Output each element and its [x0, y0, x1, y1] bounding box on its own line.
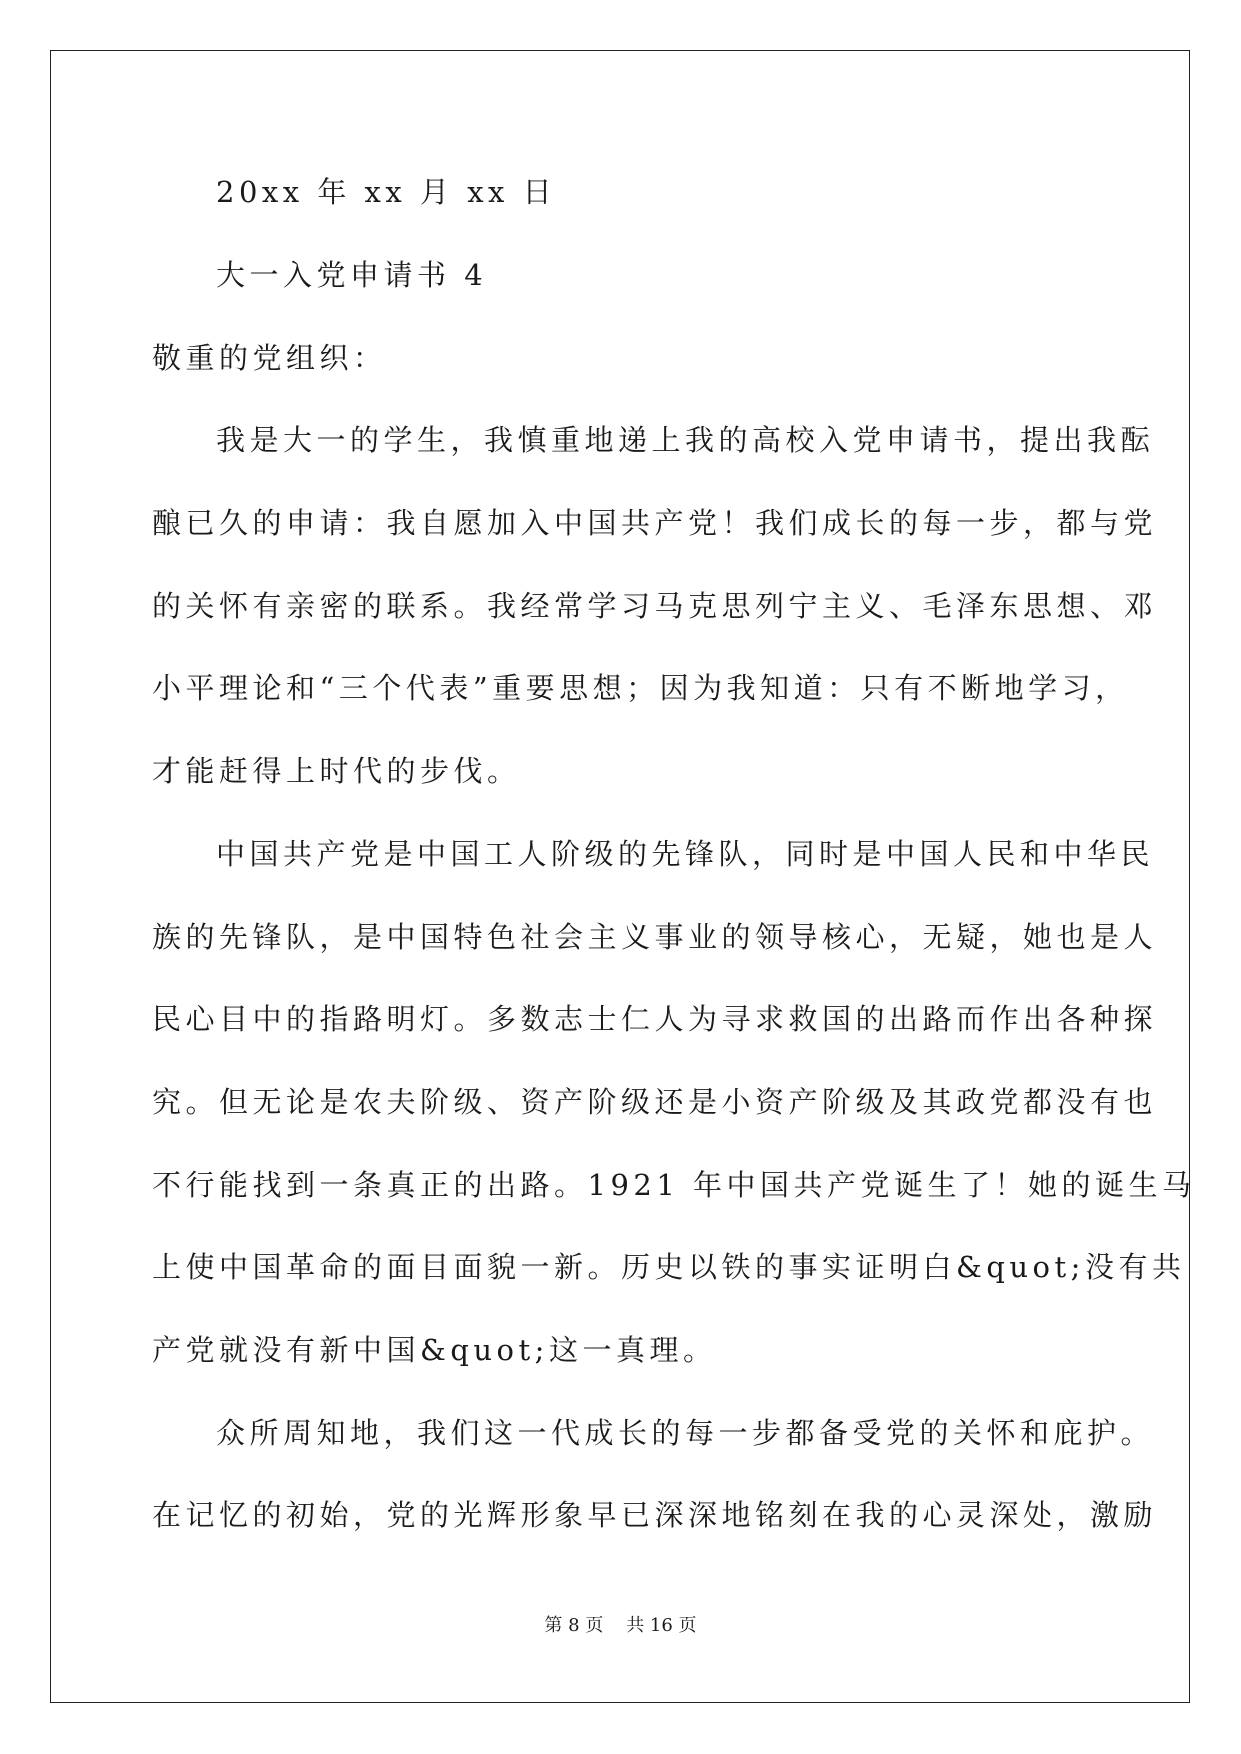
- document-title: 大一入党申请书 4: [216, 258, 488, 292]
- page-border: [50, 50, 1190, 1703]
- salutation: 敬重的党组织：: [152, 341, 387, 375]
- paragraph-2-line-6: 上使中国革命的面目面貌一新。历史以铁的事实证明白&quot;没有共: [152, 1250, 1186, 1284]
- page-number-footer: 第 8 页 共 16 页: [544, 1615, 697, 1636]
- paragraph-1-line-3: 的关怀有亲密的联系。我经常学习马克思列宁主义、毛泽东思想、邓: [152, 589, 1158, 623]
- paragraph-2-line-7: 产党就没有新中国&quot;这一真理。: [152, 1333, 717, 1367]
- paragraph-1-line-2: 酿已久的申请：我自愿加入中国共产党！我们成长的每一步，都与党: [152, 506, 1158, 540]
- paragraph-2-line-2: 族的先锋队，是中国特色社会主义事业的领导核心，无疑，她也是人: [152, 920, 1158, 954]
- paragraph-3-line-2: 在记忆的初始，党的光辉形象早已深深地铭刻在我的心灵深处，激励: [152, 1498, 1158, 1532]
- paragraph-2-line-4: 究。但无论是农夫阶级、资产阶级还是小资产阶级及其政党都没有也: [152, 1085, 1158, 1119]
- paragraph-2-line-1: 中国共产党是中国工人阶级的先锋队，同时是中国人民和中华民: [216, 837, 1155, 871]
- paragraph-1-line-1: 我是大一的学生，我慎重地递上我的高校入党申请书，提出我酝: [216, 423, 1155, 457]
- date-line: 20xx 年 xx 月 xx 日: [216, 175, 557, 209]
- paragraph-1-line-5: 才能赶得上时代的步伐。: [152, 754, 521, 788]
- paragraph-3-line-1: 众所周知地，我们这一代成长的每一步都备受党的关怀和庇护。: [216, 1416, 1155, 1450]
- paragraph-2-line-5: 不行能找到一条真正的出路。1921 年中国共产党诞生了！她的诞生马: [152, 1168, 1196, 1202]
- paragraph-2-line-3: 民心目中的指路明灯。多数志士仁人为寻求救国的出路而作出各种探: [152, 1002, 1158, 1036]
- paragraph-1-line-4: 小平理论和“三个代表”重要思想；因为我知道：只有不断地学习，: [152, 671, 1129, 705]
